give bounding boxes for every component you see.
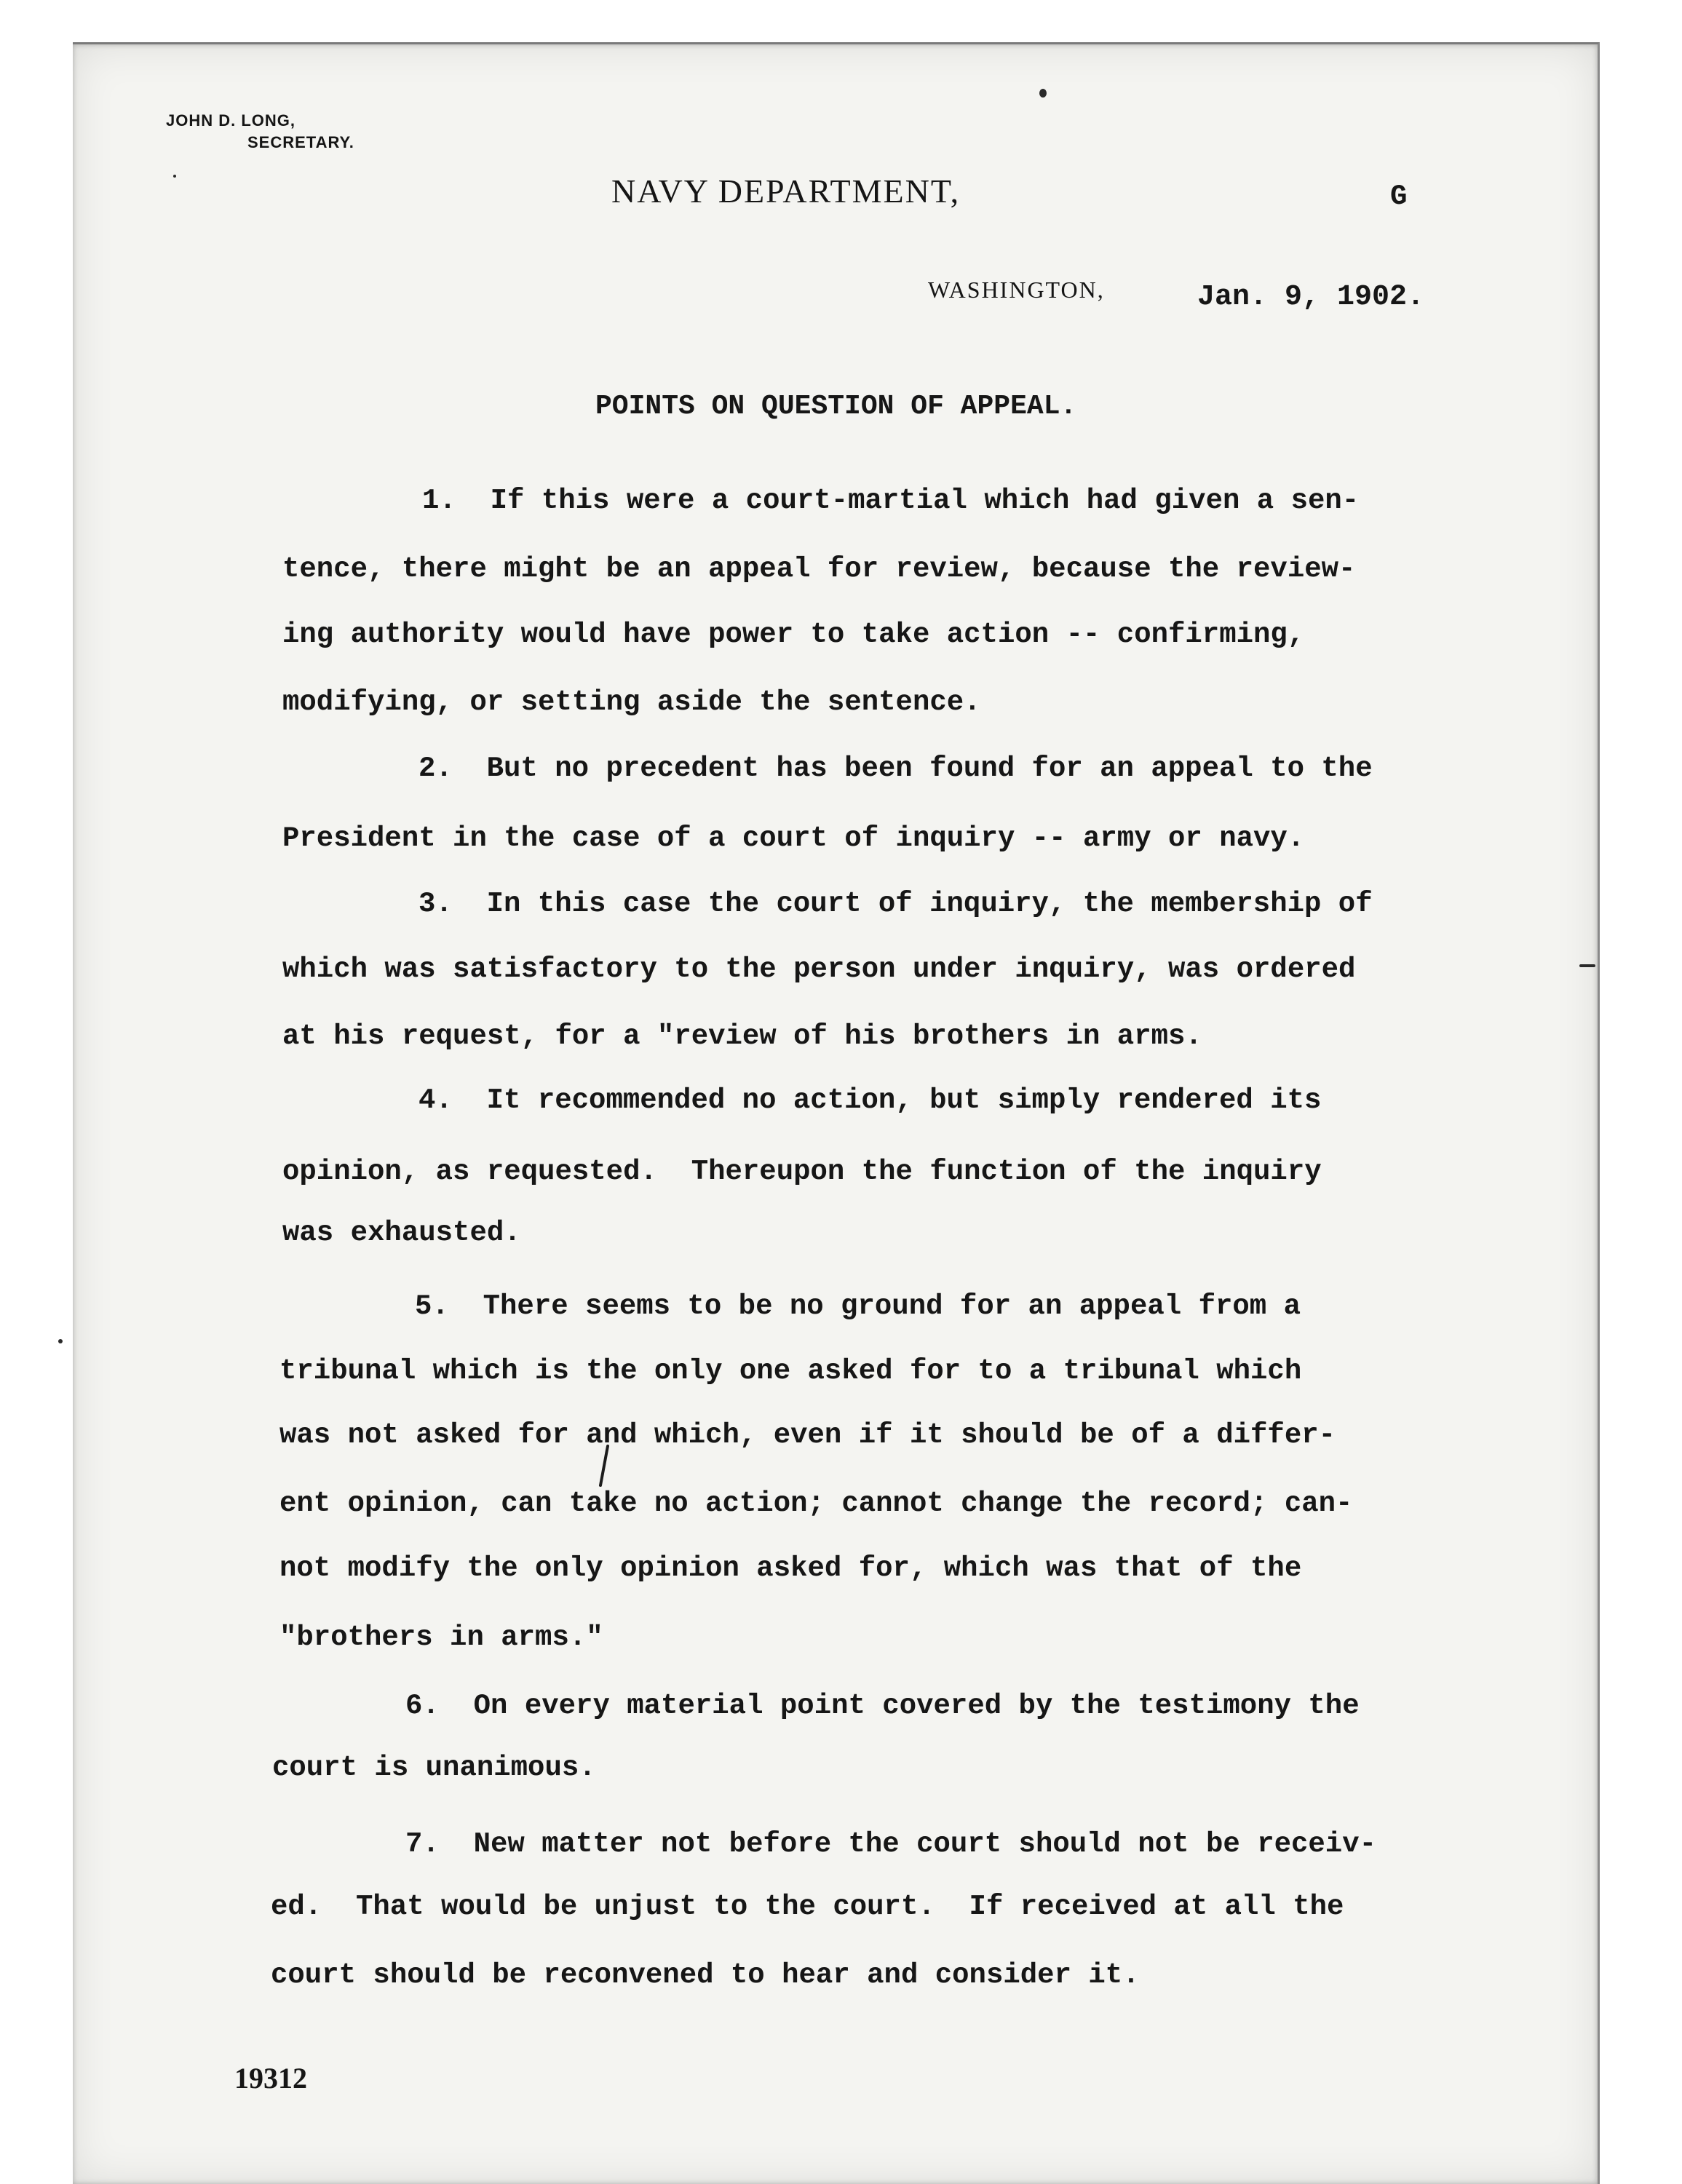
memo-line: President in the case of a court of inquiry -- army or navy. <box>282 822 1305 854</box>
pen-tick-mark <box>593 1445 615 1488</box>
memo-line: 5. There seems to be no ground for an appeal from a <box>415 1290 1301 1322</box>
memo-line: tribunal which is the only one asked for to a tribunal which <box>279 1355 1302 1387</box>
memo-line: ed. That would be unjust to the court. If received at all the <box>271 1891 1344 1923</box>
letter-date: Jan. 9, 1902. <box>1197 281 1425 314</box>
scan-speck <box>1039 89 1047 98</box>
memo-line: which was satisfactory to the person under inquiry, was ordered <box>282 953 1356 985</box>
secretary-name: JOHN D. LONG, <box>166 111 296 130</box>
memo-line: 1. If this were a court-martial which had given a sen- <box>422 485 1360 517</box>
memo-line: opinion, as requested. Thereupon the function of the inquiry <box>282 1156 1322 1188</box>
memo-line: court should be reconvened to hear and consider it. <box>271 1959 1140 1991</box>
memo-line: 6. On every material point covered by the testimony the <box>405 1690 1360 1722</box>
secretary-title: SECRETARY. <box>247 133 354 151</box>
memo-line: tence, there might be an appeal for review, because the review- <box>282 553 1356 585</box>
scan-speck <box>173 175 176 178</box>
memo-line: modifying, or setting aside the sentence. <box>282 686 981 718</box>
archive-number: 19312 <box>234 2062 307 2094</box>
scan-speck <box>1579 964 1595 967</box>
place-heading: WASHINGTON, <box>928 277 1105 303</box>
memo-line: court is unanimous. <box>272 1752 596 1784</box>
file-mark: G <box>1390 180 1408 213</box>
memo-line: was exhausted. <box>282 1217 521 1249</box>
memo-line: was not asked for and which, even if it should be of a differ- <box>279 1419 1336 1451</box>
memo-line: not modify the only opinion asked for, which was that of the <box>279 1552 1302 1584</box>
memo-line: "brothers in arms." <box>279 1621 603 1653</box>
memo-line: 7. New matter not before the court should not be receiv- <box>405 1828 1377 1860</box>
memo-line: 2. But no precedent has been found for an appeal to the <box>418 753 1373 785</box>
memo-line: 4. It recommended no action, but simply rendered its <box>418 1084 1322 1116</box>
memo-line: ing authority would have power to take action -- confirming, <box>282 619 1305 651</box>
memo-line: at his request, for a "review of his brothers in arms. <box>282 1020 1202 1052</box>
scan-speck <box>58 1339 63 1343</box>
memo-line: ent opinion, can take no action; cannot change the record; can- <box>279 1488 1353 1520</box>
department-heading: NAVY DEPARTMENT, <box>611 172 961 210</box>
memo-title: POINTS ON QUESTION OF APPEAL. <box>595 391 1077 422</box>
memo-line: 3. In this case the court of inquiry, the membership of <box>418 888 1373 920</box>
